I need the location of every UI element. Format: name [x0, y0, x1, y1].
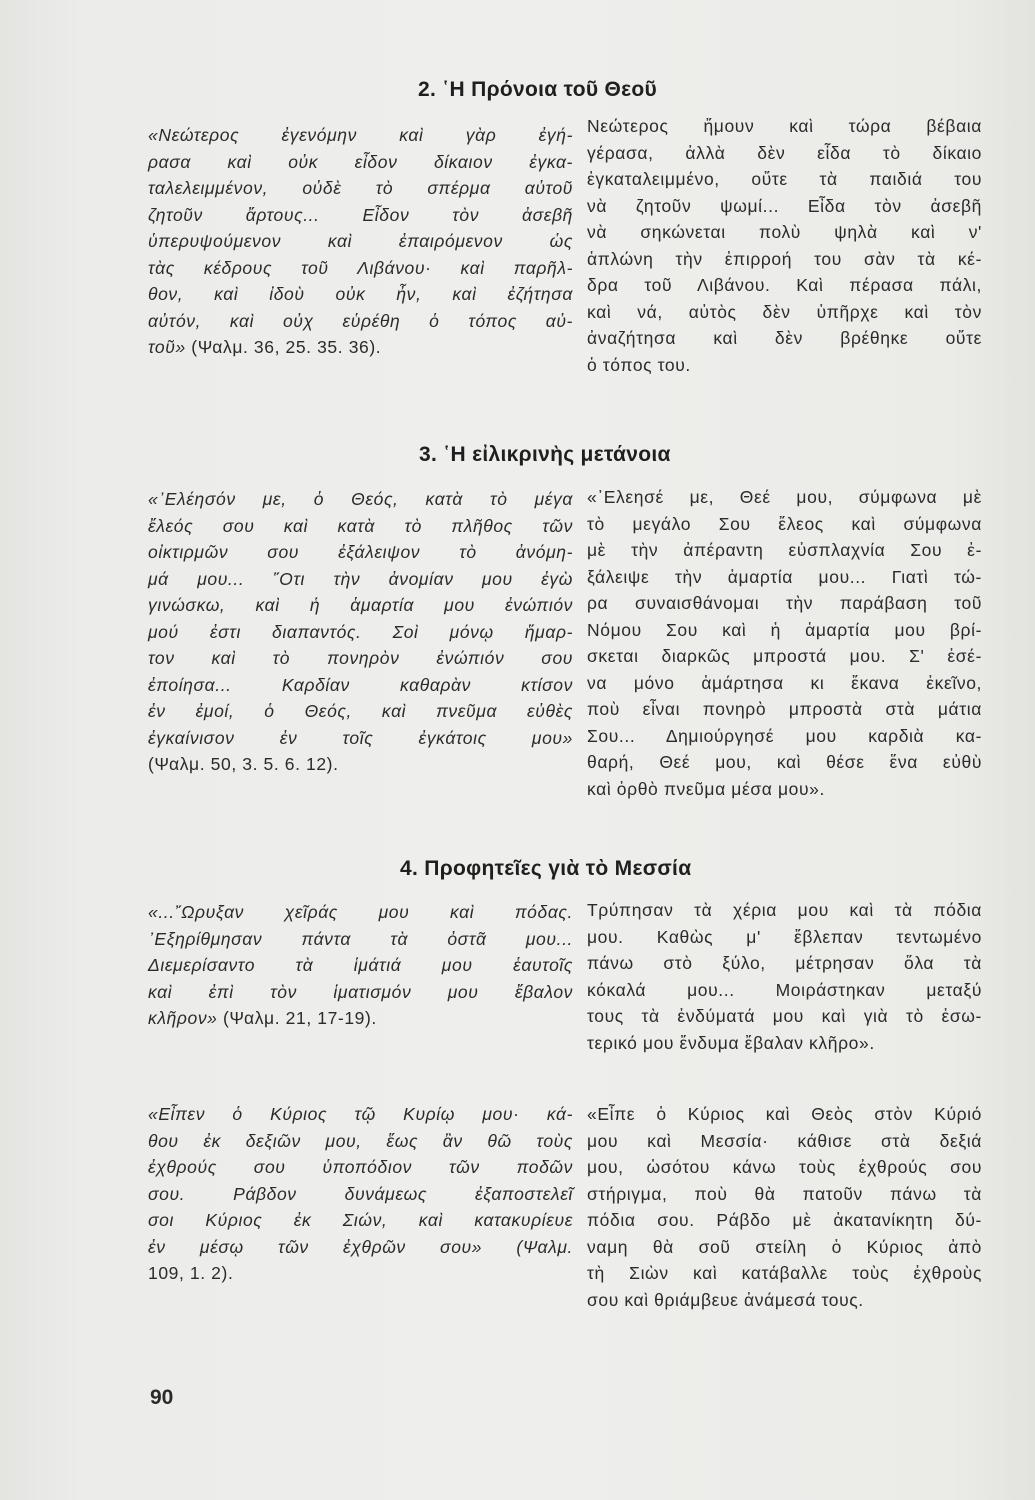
text-line: θου ἐκ δεξιῶν μου, ἕως ἂν θῶ τοὺς [148, 1130, 573, 1151]
text-line: μου καὶ Μεσσία· κάθισε στὰ δεξιά [587, 1130, 982, 1151]
text-line: νὰ ζητοῦν ψωμί... Εἶδα τὸν ἀσεβῆ [587, 195, 982, 216]
text-line: Νεώτερος ἤμουν καὶ τώρα βέβαια [587, 116, 982, 136]
citation: (Ψαλμ. 21, 17-19). [223, 1008, 377, 1028]
text-line: σου. Ράβδον δυνάμεως ἐξαποστελεῖ [148, 1183, 573, 1204]
text-line: ὑπερυψούμενον καὶ ἐπαιρόμενον ὡς [148, 231, 573, 251]
text-line: γέρασα, ἀλλὰ δὲν εἶδα τὸ δίκαιο [587, 142, 982, 163]
text-line: μού ἐστι διαπαντός. Σοὶ μόνῳ ἥμαρ- [148, 621, 573, 642]
text-line: «᾿Ελεησέ με, Θεέ μου, σύμφωνα μὲ [587, 487, 982, 507]
text-line: κόκαλά μου... Μοιράστηκαν μεταξύ [587, 979, 982, 1000]
text-line: καὶ νά, αὐτὸς δὲν ὑπῆρχε καὶ τὸν [587, 301, 982, 322]
text-line: στήριγμα, ποὺ θὰ πατοῦν πάνω τὰ [587, 1183, 982, 1204]
text-line: Τρύπησαν τὰ χέρια μου καὶ τὰ πόδια [587, 900, 982, 920]
modern-greek-translation [587, 113, 982, 378]
section-heading-repentance: 3. ῾Η εἰλικρινὴς μετάνοια [419, 443, 671, 466]
text-fragment: τοῦ» [148, 337, 186, 357]
text-line: «...῎Ωρυξαν χεῖράς μου καὶ πόδας. [148, 902, 573, 922]
citation: (Ψαλμ. 36, 25. 35. 36). [191, 337, 382, 357]
psalm-quote-ancient-greek [148, 1101, 573, 1287]
text-line: θαρή, Θεέ μου, καὶ θέσε ἕνα εὐθὺ [587, 752, 982, 772]
text-line: να μόνο ἁμάρτησα κι ἔκανα ἐκεῖνο, [587, 672, 982, 693]
modern-greek-translation [587, 1101, 982, 1313]
citation: 109, 1. 2). [148, 1263, 234, 1283]
text-line: ἁπλώνη τὴν ἐπιρροή του σὰν τὰ κέ- [587, 248, 982, 269]
text-line: μου. Καθὼς μ' ἔβλεπαν τεντωμένο [587, 926, 982, 947]
text-line: αὐτόν, καὶ οὐχ εὑρέθη ὁ τόπος αὐ- [148, 310, 573, 331]
text-line: πάνω στὸ ξύλο, μέτρησαν ὅλα τὰ [587, 953, 982, 973]
psalm-quote-ancient-greek [148, 122, 573, 361]
text-line-with-citation [148, 334, 573, 361]
text-line: ἔλεός σου καὶ κατὰ τὸ πλῆθος τῶν [148, 515, 573, 536]
text-line: ρασα καὶ οὐκ εἶδον δίκαιον ἐγκα- [148, 151, 573, 172]
psalm-quote-ancient-greek [148, 486, 573, 778]
text-line: ναμη θὰ σοῦ στείλη ὁ Κύριος ἀπὸ [587, 1236, 982, 1257]
text-line-with-citation [148, 1005, 573, 1032]
text-line: τους τὰ ἐνδύματά μου καὶ γιὰ τὸ ἐσω- [587, 1006, 982, 1026]
text-line: τὸ μεγάλο Σου ἔλεος καὶ σύμφωνα [587, 513, 982, 534]
text-line: μά μου... ῞Οτι τὴν ἀνομίαν μου ἐγὼ [148, 568, 573, 589]
text-line: σοι Κύριος ἐκ Σιών, καὶ κατακυρίευε [148, 1210, 573, 1230]
text-line: καὶ ἐπὶ τὸν ἱματισμόν μου ἔβαλον [148, 981, 573, 1002]
text-line: δρα τοῦ Λιβάνου. Καὶ πέρασα πάλι, [587, 275, 982, 295]
text-line: «᾿Ελέησόν με, ὁ Θεός, κατὰ τὸ μέγα [148, 489, 573, 509]
text-line: ρα συναισθάνομαι τὴν παράβαση τοῦ [587, 593, 982, 613]
text-line: ἐγκαταλειμμένο, οὔτε τὰ παιδιά του [587, 169, 982, 189]
text-line: ὁ τόπος του. [587, 354, 691, 375]
page-number: 90 [150, 1386, 174, 1409]
text-line: «Εἶπε ὁ Κύριος καὶ Θεὸς στὸν Κύριό [587, 1104, 982, 1124]
text-line: ἐχθρούς σου ὑποπόδιον τῶν ποδῶν [148, 1157, 573, 1177]
text-line: πόδια σου. Ράβδο μὲ ἀκατανίκητη δύ- [587, 1210, 982, 1230]
text-line: μου, ὡσότου κάνω τοὺς ἐχθρούς σου [587, 1157, 982, 1177]
text-line: γινώσκω, καὶ ἡ ἁμαρτία μου ἐνώπιόν [148, 595, 573, 615]
text-line: ἐποίησα... Καρδίαν καθαρὰν κτίσον [148, 674, 573, 695]
text-line: τὴ Σιὼν καὶ κατάβαλλε τοὺς ἐχθροὺς [587, 1263, 982, 1283]
text-line: ἐν ἐμοί, ὁ Θεός, καὶ πνεῦμα εὐθὲς [148, 701, 573, 721]
text-line: τον καὶ τὸ πονηρὸν ἐνώπιόν σου [148, 648, 573, 668]
text-line: θον, καὶ ἰδοὺ οὐκ ἦν, καὶ ἐζήτησα [148, 284, 573, 304]
text-fragment: κλῆρον» [148, 1008, 218, 1028]
text-line: τερικό μου ἔνδυμα ἔβαλαν κλῆρο». [587, 1032, 875, 1053]
text-line: μὲ τὴν ἀπέραντη εὐσπλαχνία Σου ἐ- [587, 540, 982, 560]
text-line: σκεται διαρκῶς μπροστά μου. Σ' ἐσέ- [587, 646, 982, 666]
text-line: Νόμου Σου καὶ ἡ ἁμαρτία μου βρί- [587, 619, 982, 640]
text-line: ζητοῦν ἄρτους... Εἶδον τὸν ἀσεβῆ [148, 204, 573, 225]
modern-greek-translation [587, 897, 982, 1056]
section-heading-providence: 2. ῾Η Πρόνοια τοῦ Θεοῦ [418, 78, 658, 101]
text-line: ἀναζήτησα καὶ δὲν βρέθηκε οὔτε [587, 328, 982, 348]
text-line: Διεμερίσαντο τὰ ἱμάτιά μου ἑαυτοῖς [148, 955, 573, 975]
psalm-quote-ancient-greek [148, 899, 573, 1032]
text-line: καὶ ὀρθὸ πνεῦμα μέσα μου». [587, 778, 825, 799]
citation: (Ψαλμ. 50, 3. 5. 6. 12). [148, 754, 339, 774]
text-line: ξάλειψε τὴν ἁμαρτία μου... Γιατὶ τώ- [587, 566, 982, 587]
text-line: ᾿Εξηρίθμησαν πάντα τὰ ὀστᾶ μου... [148, 928, 573, 949]
text-line: σου καὶ θριάμβευε ἀνάμεσά τους. [587, 1289, 864, 1310]
text-line: «Νεώτερος ἐγενόμην καὶ γὰρ ἐγή- [148, 125, 573, 145]
modern-greek-translation [587, 484, 982, 802]
text-line: ταλελειμμένον, οὐδὲ τὸ σπέρμα αὐτοῦ [148, 178, 573, 198]
text-line: ἐγκαίνισον ἐν τοῖς ἐγκάτοις μου» [148, 727, 573, 748]
text-line: Σου... Δημιούργησέ μου καρδιὰ κα- [587, 725, 982, 746]
text-line: «Εἶπεν ὁ Κύριος τῷ Κυρίῳ μου· κά- [148, 1104, 573, 1124]
text-line: νὰ σηκώνεται πολὺ ψηλὰ καὶ ν' [587, 222, 982, 242]
text-line: ἐν μέσῳ τῶν ἐχθρῶν σου» (Ψαλμ. [148, 1236, 573, 1257]
section-heading-prophecies: 4. Προφητεῖες γιὰ τὸ Μεσσία [400, 857, 692, 880]
text-line: τὰς κέδρους τοῦ Λιβάνου· καὶ παρῆλ- [148, 257, 573, 278]
text-line: ποὺ εἶναι πονηρὸ μπροστὰ στὰ μάτια [587, 699, 982, 719]
text-line: οἰκτιρμῶν σου ἐξάλειψον τὸ ἀνόμη- [148, 542, 573, 562]
